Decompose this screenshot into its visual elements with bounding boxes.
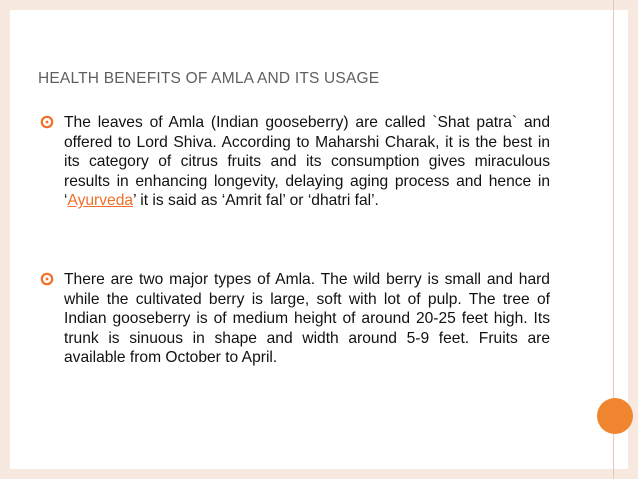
bullet-text-1-before: The leaves of Amla (Indian gooseberry) are called `Shat patra` and offered to Lord Shiva. According to Maharshi Charak, it is the best in its category of citrus fruits and its consumption gives miraculous results in enhancing longevity, delaying aging process and hence in ‘	[64, 114, 550, 210]
bullet-text-1	[64, 113, 550, 211]
bullet-text-2: There are two major types of Amla. The wild berry is small and hard while the cultivated berry is large, soft with lot of pulp. The tree of Indian gooseberry is of medium height of around 20-25 feet high. Its trunk is sinuous in shape and width around 5-9 feet. Fruits are available from October to April.	[64, 271, 550, 367]
slide-title: HEALTH BENEFITS OF AMLA AND ITS USAGE	[38, 70, 380, 87]
ayurveda-link[interactable]: Ayurveda	[67, 192, 134, 210]
decorative-orange-dot	[597, 398, 633, 434]
bullet-item-2	[40, 270, 550, 368]
target-bullet-icon	[40, 115, 54, 129]
bullet-text-1-after: ’ it is said as ‘Amrit fal’ or ‘dhatri fal’.	[133, 192, 379, 210]
target-bullet-icon	[40, 272, 54, 286]
bullet-item-1	[40, 113, 550, 211]
